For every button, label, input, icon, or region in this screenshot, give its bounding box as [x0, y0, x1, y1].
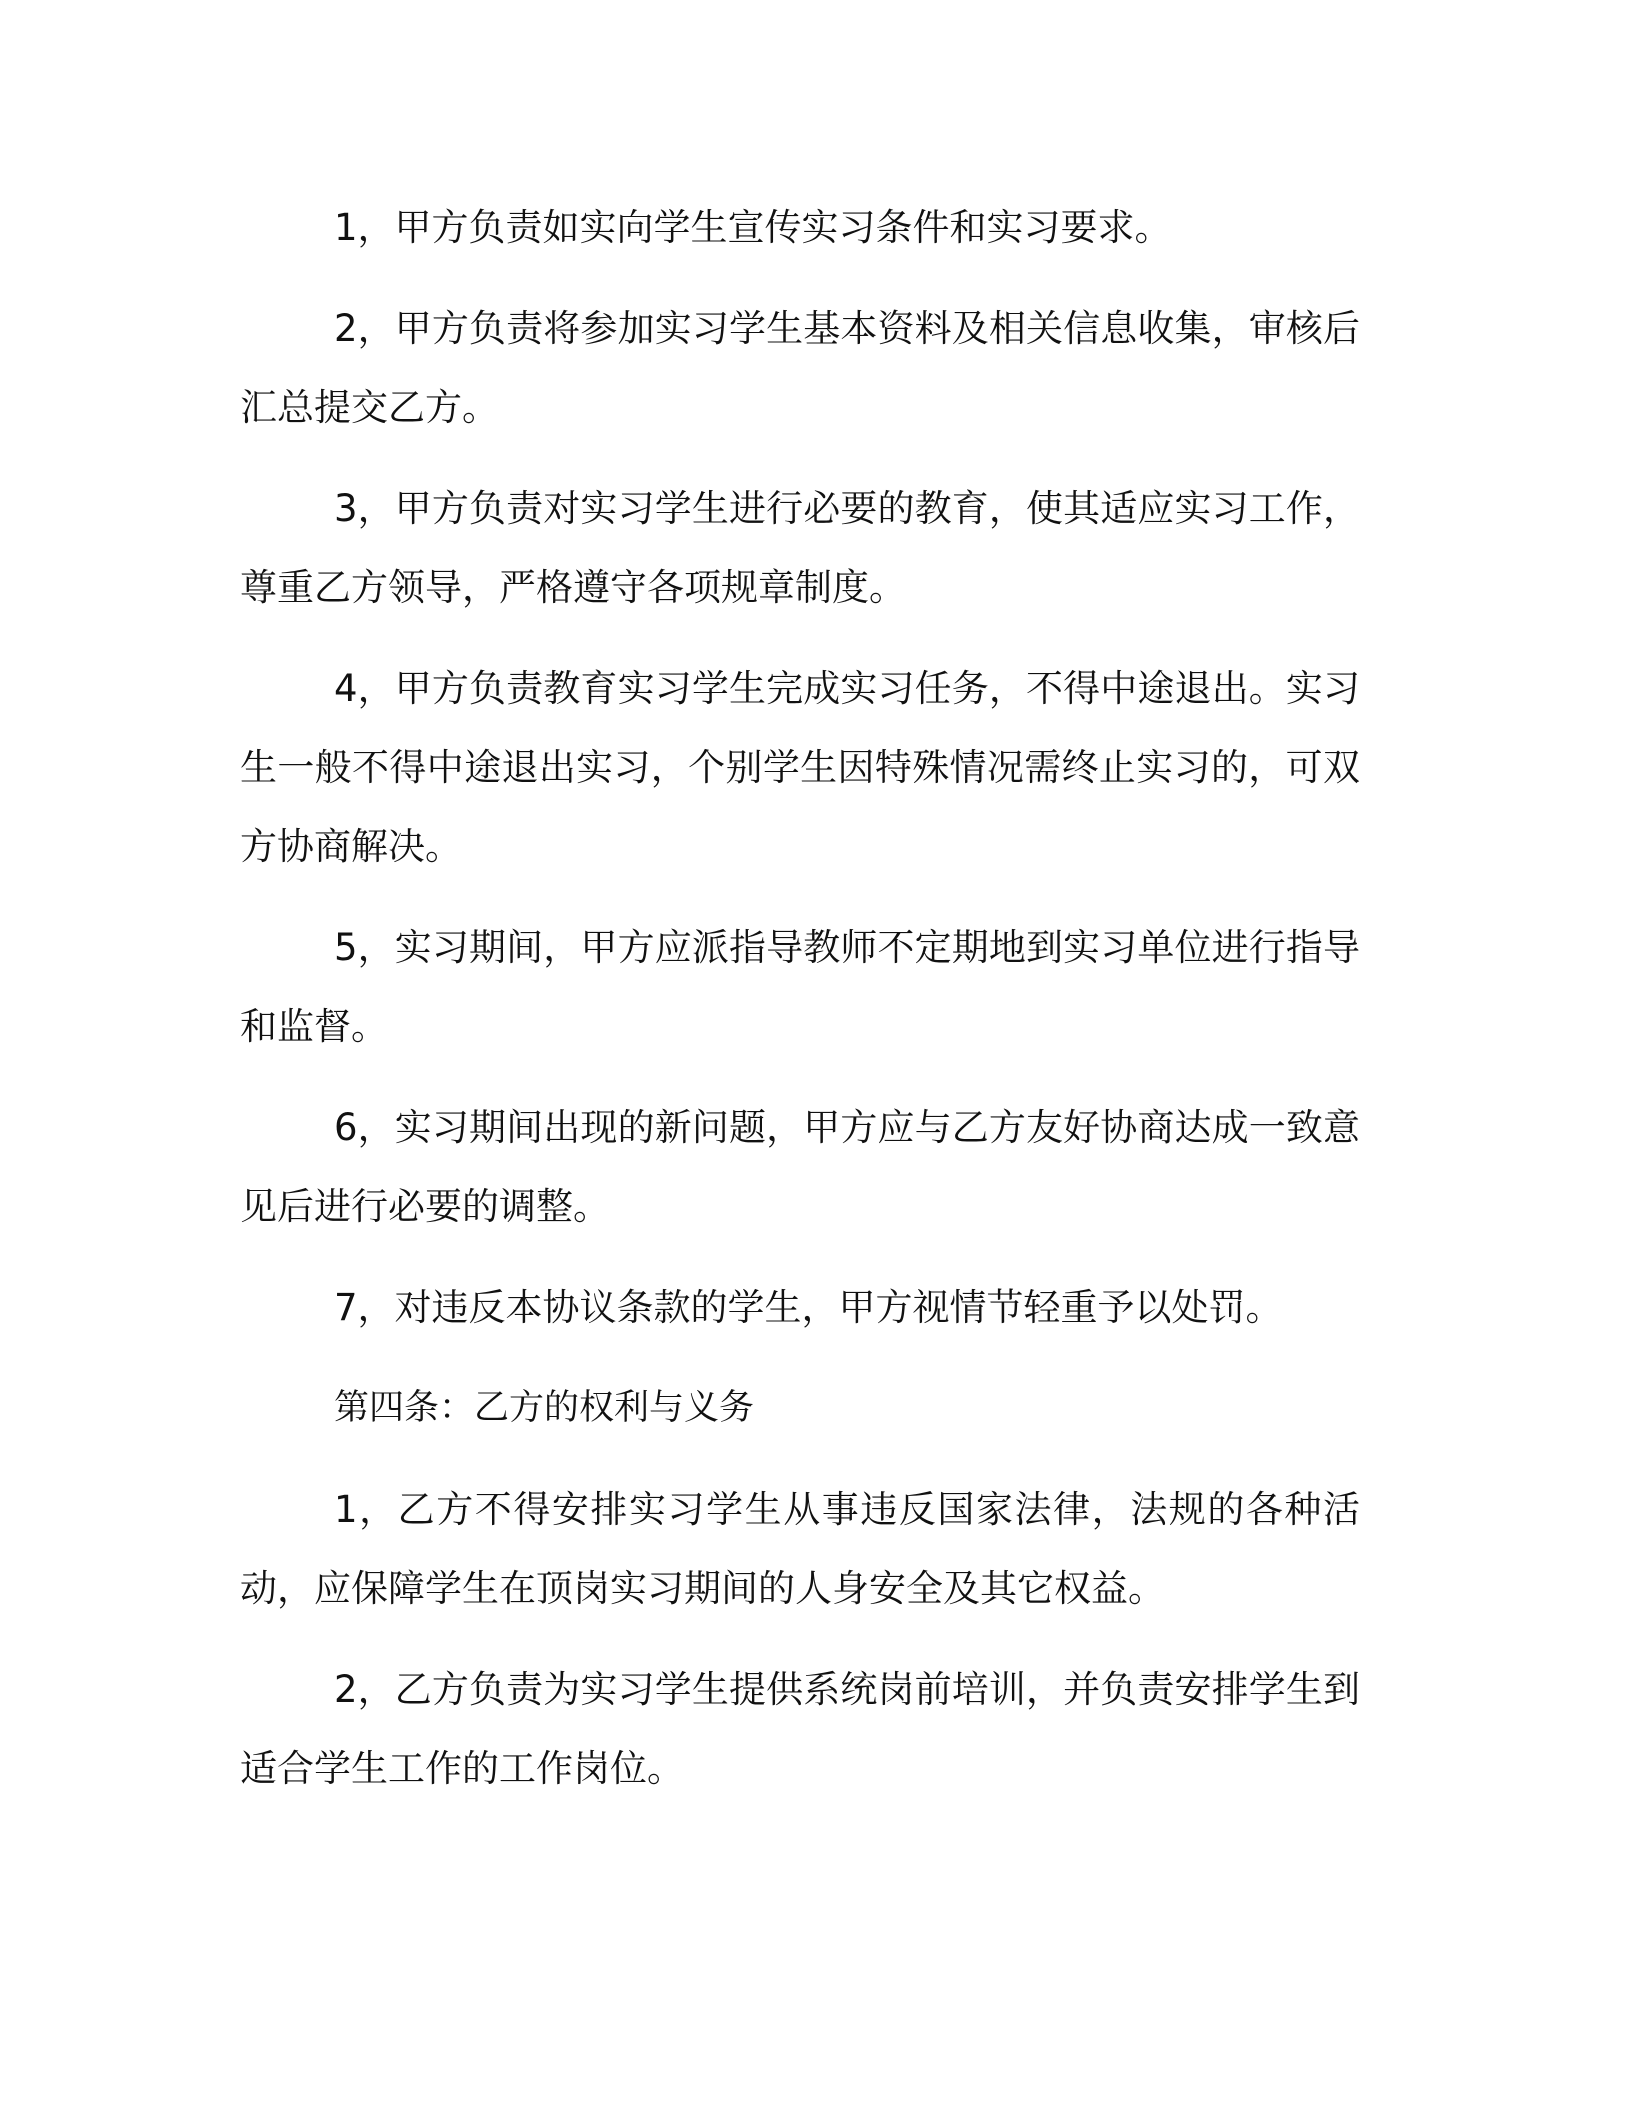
clause-paragraph: 7，对违反本协议条款的学生，甲方视情节轻重予以处罚。: [334, 1286, 1283, 1329]
section-heading: 第四条：乙方的权利与义务: [334, 1388, 755, 1428]
clause-paragraph: 1，乙方不得安排实习学生从事违反国家法律，法规的各种活动，应保障学生在顶岗实习期间的人身安全及其它权益。: [240, 1488, 1360, 1610]
clause-paragraph: 5，实习期间，甲方应派指导教师不定期地到实习单位进行指导和监督。: [240, 926, 1360, 1048]
clause-paragraph: 6，实习期间出现的新问题，甲方应与乙方友好协商达成一致意见后进行必要的调整。: [240, 1106, 1360, 1228]
clause-paragraph: 4，甲方负责教育实习学生完成实习任务，不得中途退出。实习生一般不得中途退出实习，个别学生因特殊情况需终止实习的，可双方协商解决。: [240, 667, 1360, 868]
document-body: [240, 188, 1360, 1830]
clause-paragraph: 2，乙方负责为实习学生提供系统岗前培训，并负责安排学生到适合学生工作的工作岗位。: [240, 1668, 1360, 1790]
clause-paragraph: 3，甲方负责对实习学生进行必要的教育，使其适应实习工作，尊重乙方领导，严格遵守各项规章制度。: [240, 487, 1360, 609]
clause-paragraph: 1，甲方负责如实向学生宣传实习条件和实习要求。: [334, 206, 1172, 249]
clause-paragraph: 2，甲方负责将参加实习学生基本资料及相关信息收集，审核后汇总提交乙方。: [240, 307, 1360, 429]
